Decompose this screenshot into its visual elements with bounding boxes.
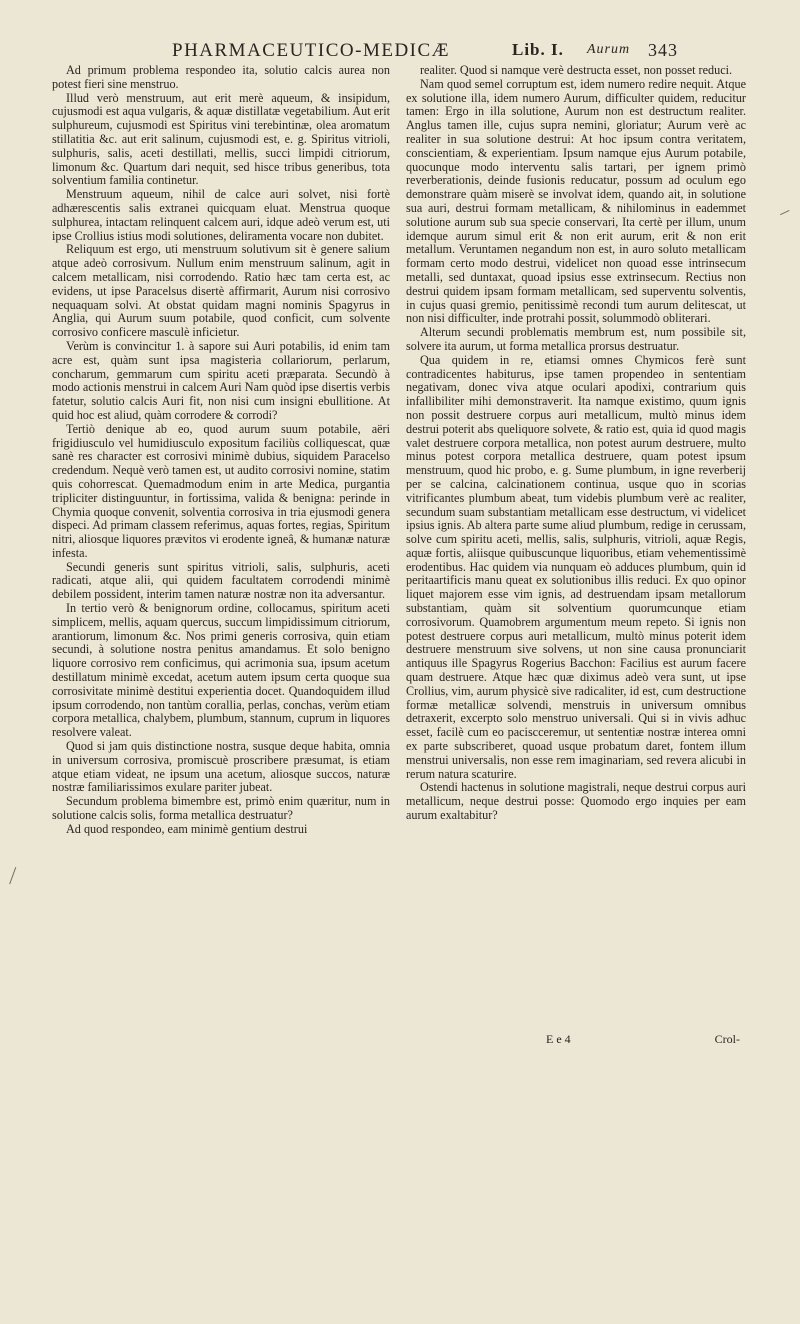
paragraph: Alterum secundi problematis membrum est, num possibile sit, solvere ita aurum, ut forma metallica prorsus destruatur.: [406, 325, 746, 353]
paragraph: Ad primum problema respondeo ita, solutio calcis aurea non potest fieri sine menstruo.: [52, 63, 390, 91]
running-header: [160, 36, 780, 66]
paragraph: Nam quod semel corruptum est, idem numero redire nequit. Atque ex solutione illa, idem numero Aurum, difficulter quidem, reducitur tamen: Ergo in illa solutione, Aurum non est destructum realiter. Anglus tamen ille, cujus supra nemini, gloriatur; Aurum verè ac realiter in sua solutione destrui: At hoc ipsum contra veritatem, conscientiam, & experientiam. Ipsum namque ejus Aurum potabile, quocunque modo interventu salis tartari, per ignem primò reverberationis, deinde fusionis reducatur, possum ad oculum ego demonstrare quàm miserè se involvat idem, quando ait, in solutione sua auri, destrui formam metallicam, & nihilominus in eademmet solutione aurum sub sua specie conservari, Ita certè per illum, unum idemque aurum simul erit & non erit aurum, erit & non erit metallum. Veruntamen negandum non est, in auro soluto metallicam formam certo modo destrui, videlicet non quoad esse intrinsecum metalli, sed duntaxat, quoad ipsius esse extrinsecum. Rectius non destrui quidem ipsam formam metallicam, sed superventu solventis, in cujus quasi gremio, penitissimè recondi tum aurum delitescat, ut non nisi difficulter, inde protrahi possit, solummodò obliterari.: [406, 76, 746, 326]
paragraph: Qua quidem in re, etiamsi omnes Chymicos ferè sunt contradicentes habiturus, ipse tamen propendeo in sententiam negativam, donec viva atque oculari apodixi, contrarium quis infallibiliter mihi demonstraverit. Ita namque existimo, quum ignis non possit destruere corpus auri metallicum, multò minus idem destrui poterit abs queliquore solvete, & ratio est, quia id quod magis valet destruere corpora metallica, non potest aurum destruere, multo minus potest corpora metallica destruere, quam potest ipsum menstruum, quod hic probo, e. g. Sume plumbum, in igne reverberij per se calcina, calcinationem continua, usque quo in scorias vitrificantes plumbum abeat, tum videbis plumbum verè ac realiter, secundum suam substantiam metallicam esse destructum, vi videlicet ipsius ignis. Ab altera parte sume aliud plumbum, redige in cerussam, solve cum spiritu aceti, mellis, salis, sulphuris, vitrioli, aquæ Regis, aquæ fortis, aliisque quibuscunque liquoribus, etiam vehementissimè erodentibus. Hac quidem via nunquam eò adduces plumbum, quin id peritaartificis manu queat ex solutionibus illis reduci. Ex quo opinor liquet majorem esse vim ignis, ad destruendam ipsam metallorum substantiam, quàm sit solventium quorumcunque etiam corrosivorum. Quamobrem argumentum meum repeto. Si ignis non potest destruere corpus auri metallicum, multò minus poterit idem destruere menstruum sive solvens, ut non sine causa pronunciarit antiquus ille Spagyrus Rogerius Bacchon: Facilius est aurum facere quam destruere. Atque hæc quæ diximus adeò vera sunt, ut ipse Crollius, vim, aurum physicè sive radicaliter, id est, cum destructione formæ metallicæ solvendi, menstruis in universum omnibus detraxerit, excerpto solo menstruo universali. Qui si in vivis adhuc esset, facilè cum eo paciscceremur, ut sententiæ nostræ interea omni ex parte subscriberet, quoad usque probatum daret, fontem illum menstrui universalis, non esse rem imaginariam, sed revera alicubi in rerum natura scaturire.: [406, 352, 746, 781]
paragraph: Menstruum aqueum, nihil de calce auri solvet, nisi fortè adhærescentis salis extranei quicquam eluat. Menstrua quoque sulphurea, intactam relinquent calcem auri, idque adeò verum est, uti ipse Crollius istius modi solutiones, deliramenta vocare non dubitet.: [52, 187, 390, 243]
book-number: Lib. I.: [512, 40, 564, 59]
paragraph: Quod si jam quis distinctione nostra, susque deque habita, omnia in universum corrosiva, promiscuè proscribere præsumat, is etiam atque etiam videat, ne ipsum una acetum, aliosque succos, naturæ nostræ familiarissimos exulare pariter jubeat.: [52, 739, 390, 795]
paragraph: Secundum problema bimembre est, primò enim quæritur, num in solutione calcis solis, forma metallica destruatur?: [52, 794, 390, 823]
paragraph: Secundi generis sunt spiritus vitrioli, salis, sulphuris, aceti radicati, atque alii, qui quidem facultatem corrodendi minimè debilem possident, interim tamen naturæ nostræ non ita adversantur.: [52, 559, 390, 602]
paragraph: Verùm is convincitur 1. à sapore sui Auri potabilis, id enim tam acre est, quàm sunt ipsa magisteria collariorum, perlarum, concharum, gemmarum cum spiritu aceti præparata. Secundò à modo actionis menstrui in calcem Auri Nam quòd ipse disertis verbis fatetur, solutio calcis Auri fit, non nisi cum insigni ebullitione. At quid hoc est aliud, quàm corrodere & corrodi?: [52, 338, 390, 422]
page-footer: [406, 1032, 746, 1048]
paragraph: Illud verò menstruum, aut erit merè aqueum, & insipidum, cujusmodi est aqua vulgaris, & aquæ distillatæ vegetabilium. Aut erit sulphureum, cujusmodi est Spiritus vini terebintinæ, olea aromatum stillatitia &c. aut erit salinum, cujusmodi est, e. g. Spiritus vitrioli, sulphuris, salis, aceti destillati, mellis, succi limpidi citriorum, limonum &c. Quartum dari nequit, sed hisce tribus generibus, tota solventium familia continetur.: [52, 90, 390, 188]
paragraph: Ostendi hactenus in solutione magistrali, neque destrui corpus auri metallicum, neque destrui posse: Quomodo ergo inquies per eam aurum exaltabitur?: [406, 780, 746, 823]
paragraph: realiter. Quod si namque verè destructa esset, non posset reduci.: [420, 63, 733, 77]
catchword: Crol-: [714, 1032, 740, 1046]
left-column: [52, 64, 390, 837]
paragraph: Tertiò denique ab eo, quod aurum suum potabile, aëri frigidiusculo vel humidiusculo expositum faciliùs colliquescat, quæ sanè res character est corrosivi minimè dubius, siquidem Paracelso credendum. Nequè verò tamen est, ut audito corrosivi nomine, statim quis cohorrescat. Quemadmodum enim in arte Medica, purgantia tripliciter distinguuntur, in fortissima, valida & benigna: perinde in Chymia quoque convenit, solventia corrosiva in tria ejusmodi genera dispeci. Ad primam classem referimus, aquas fortes, regias, Spiritum nitri, aliosque liquores prævitos vi erodente igneâ, & humanæ naturæ infesta.: [52, 421, 390, 560]
margin-mark: [780, 210, 790, 216]
paragraph: In tertio verò & benignorum ordine, collocamus, spiritum aceti simplicem, mellis, aquam quercus, succum limpidissimum citriorum, arantiorum, limonum &c. Nos primi generis corrosiva, quin etiam secundi, à solutione nostra penitus amandamus. Et solo benigno liquore corrosivo rem conficimus, qui acrimonia sua, ipsum acetum destillatum minimè excedat, acetum autem ipsum certa quoque sua corrosivitate minimè destitui experientia docet. Quandoquidem illud ipsum corrodendo, non tantùm corallia, perlas, conchas, verùm etiam corpora metallica, chalybem, plumbum, stannum, cuprum in liquores resolvere valeat.: [52, 601, 390, 740]
paragraph: Reliquum est ergo, uti menstruum solutivum sit è genere salium atque adeò corrosivum. Nullum enim menstruum salinum, agit in calcem metallicam, nisi corrodendo. Ratio hæc tam certa est, ac evidens, ut ipse Paracelsus disertè affirmarit, Aurum nisi corrosivo nequaquam solvi. At obstat quidam magni nominis Spagyrus in Anglia, qui Aurum suum potabile, quod conficit, cum solvente corrosivo conficere masculè inficietur.: [52, 242, 390, 340]
page-number: 343: [648, 40, 678, 60]
paragraph: Ad quod respondeo, eam minimè gentium destrui: [66, 821, 308, 836]
signature-mark: E e 4: [546, 1032, 571, 1046]
right-column: [406, 64, 746, 823]
running-title: PHARMACEUTICO-MEDICÆ: [172, 40, 451, 61]
margin-mark: [9, 867, 24, 887]
subject-heading: Aurum: [587, 42, 631, 57]
